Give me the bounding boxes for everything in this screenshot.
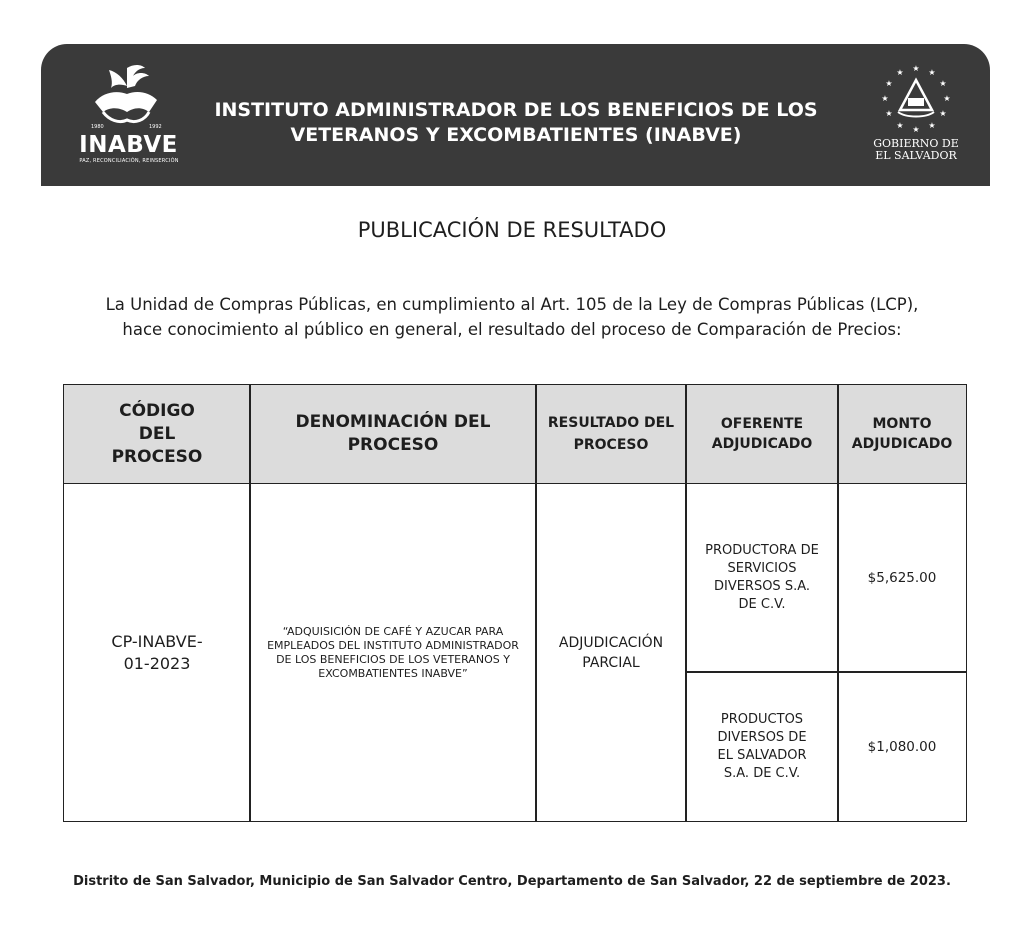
svg-text:★: ★ xyxy=(885,79,893,88)
svg-text:★: ★ xyxy=(912,64,920,73)
svg-text:★: ★ xyxy=(912,125,920,134)
cell-oferente-1: PRODUCTORA DE SERVICIOS DIVERSOS S.A. DE C.V. xyxy=(705,543,819,612)
document-title: PUBLICACIÓN DE RESULTADO xyxy=(357,218,667,242)
svg-text:★: ★ xyxy=(928,121,936,130)
svg-text:1980: 1980 xyxy=(91,124,104,130)
header-banner xyxy=(41,44,990,186)
inabve-logo-text: INABVE xyxy=(79,132,178,158)
cell-codigo: CP-INABVE-01-2023 xyxy=(111,631,203,673)
header-resultado: RESULTADO DEL PROCESO xyxy=(547,415,675,453)
government-logo xyxy=(861,62,971,172)
institution-title xyxy=(201,98,831,148)
cell-resultado: ADJUDICACIÓN PARCIAL xyxy=(558,634,664,671)
inabve-logo xyxy=(71,62,191,172)
coat-of-arms-icon xyxy=(880,62,952,134)
svg-text:★: ★ xyxy=(943,94,951,103)
dove-handshake-icon xyxy=(87,62,167,132)
institution-title-line2: VETERANOS Y EXCOMBATIENTES (INABVE) xyxy=(290,124,742,146)
svg-text:★: ★ xyxy=(896,121,904,130)
government-text xyxy=(861,138,971,162)
inabve-logo-tagline: PAZ, RECONCILIACIÓN, REINSERCIÓN xyxy=(79,158,179,164)
intro-line1: La Unidad de Compras Públicas, en cumplimiento al Art. 105 de la Ley de Compras Públicas (LCP), xyxy=(105,295,919,314)
svg-text:★: ★ xyxy=(928,68,936,77)
header-codigo: CÓDIGO DEL PROCESO xyxy=(111,400,203,467)
header-monto: MONTO ADJUDICADO xyxy=(851,416,953,452)
svg-text:★: ★ xyxy=(939,109,947,118)
header-oferente: OFERENTE ADJUDICADO xyxy=(711,416,813,452)
institution-title-line1: INSTITUTO ADMINISTRADOR DE LOS BENEFICIOS DE LOS xyxy=(214,99,818,121)
footer-location-date: Distrito de San Salvador, Municipio de San Salvador Centro, Departamento de San Salvador, 22 de septiembre de 2023. xyxy=(73,874,951,889)
svg-text:★: ★ xyxy=(896,68,904,77)
government-text-line1: GOBIERNO DE xyxy=(873,137,959,150)
government-text-line2: EL SALVADOR xyxy=(875,149,957,162)
svg-text:★: ★ xyxy=(885,109,893,118)
cell-denominacion: “ADQUISICIÓN DE CAFÉ Y AZUCAR PARA EMPLEADOS DEL INSTITUTO ADMINISTRADOR DE LOS BENEFICIOS DE LOS VETERANOS Y EXCOMBATIENTES INABVE” xyxy=(267,624,519,680)
results-table xyxy=(63,384,967,822)
cell-monto-2: $1,080.00 xyxy=(867,739,937,755)
intro-line2: hace conocimiento al público en general, el resultado del proceso de Comparación de Precios: xyxy=(122,320,902,339)
svg-text:1992: 1992 xyxy=(149,124,162,130)
cell-monto-1: $5,625.00 xyxy=(867,570,937,586)
header-denominacion: DENOMINACIÓN DEL PROCESO xyxy=(295,412,491,455)
intro-paragraph xyxy=(40,292,984,342)
svg-text:★: ★ xyxy=(881,94,889,103)
svg-text:★: ★ xyxy=(939,79,947,88)
cell-oferente-2: PRODUCTOS DIVERSOS DE EL SALVADOR S.A. DE C.V. xyxy=(717,712,807,781)
